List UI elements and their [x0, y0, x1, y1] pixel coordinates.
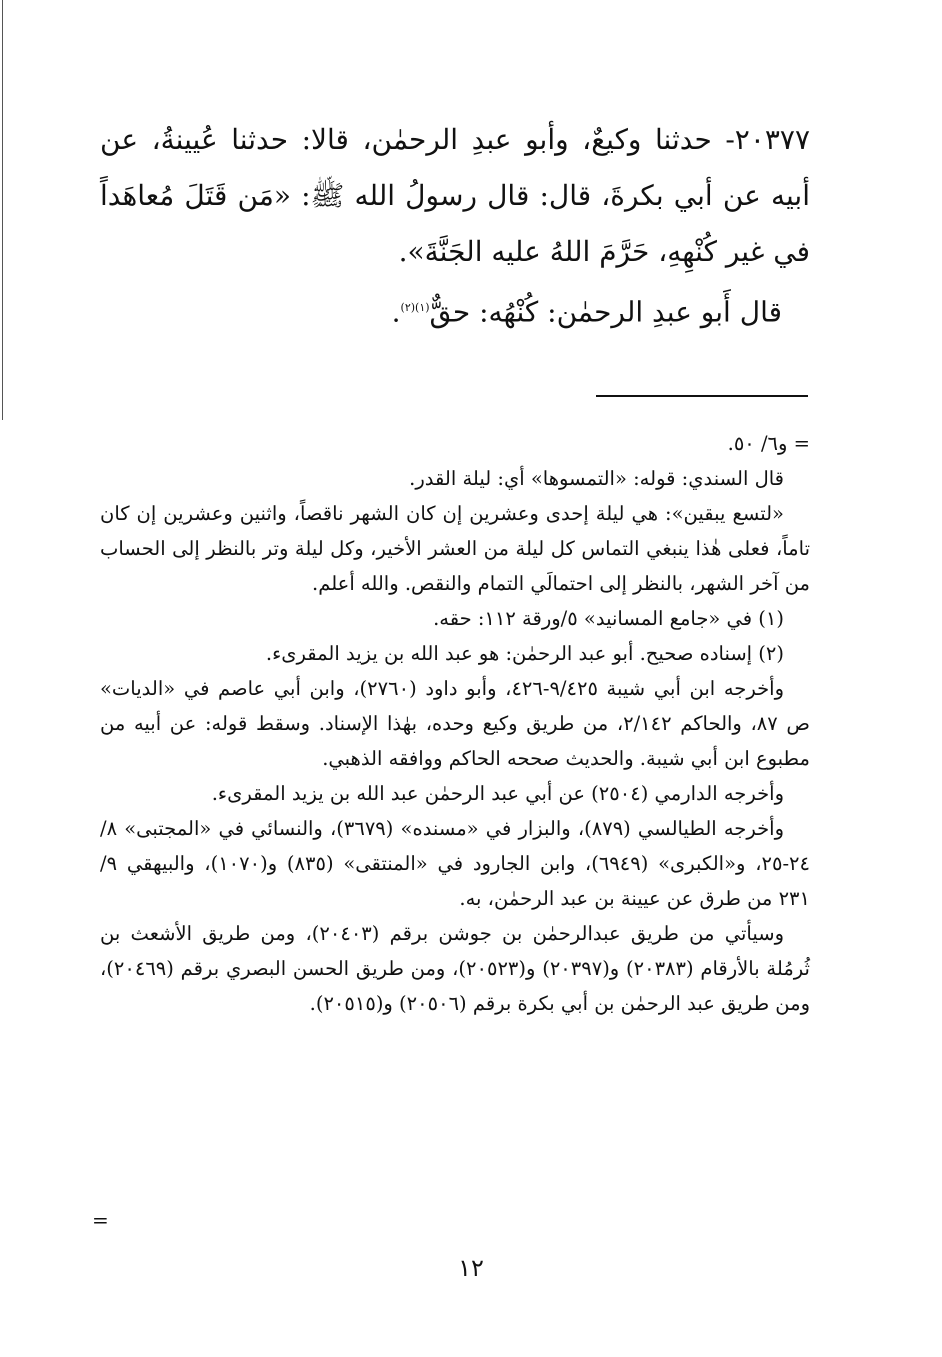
page-number: ١٢ — [458, 1254, 484, 1282]
footnote-2-sources-c: وأخرجه الطيالسي (٨٧٩)، والبزار في «مسنده» (٣٦٧٩)، والنسائي في «المجتبى» ٨/ ٢٤-٢٥، و«الكبرى» (٦٩٤٩)، وابن الجارود في «المنتقى» (٨٣٥) و(١٠٧٠)، والبيهقي ٩/ ٢٣١ من طرق عن عيينة بن عبد الرحمٰن، به. — [100, 817, 810, 910]
footnote-separator — [596, 395, 808, 397]
commentary-end: . — [391, 295, 401, 329]
hadith-commentary — [100, 280, 810, 340]
footnote-refs: (١)(٢) — [400, 301, 430, 314]
footnote-2-sources-b: وأخرجه الدارمي (٢٥٠٤) عن أبي عبد الرحمٰن عبد الله بن يزيد المقرىء. — [211, 782, 784, 805]
footnote-2: (٢) إسناده صحيح. أبو عبد الرحمٰن: هو عبد الله بن يزيد المقرىء. — [265, 642, 784, 665]
hadith-body: ٢٠٣٧٧- حدثنا وكيعٌ، وأبو عبدِ الرحمٰن، قالا: حدثنا عُيينةُ، عن أبيه عن أبي بكرةَ، قال: قال رسولُ الله ﷺ: «مَن قَتَلَ مُعاهَداً في غير كُنْهِهِ، حَرَّمَ اللهُ عليه الجَنَّةَ». — [100, 123, 810, 268]
footnote-sindi-2: «لتسع يبقين»: هي ليلة إحدى وعشرين إن كان الشهر ناقصاً، واثنين وعشرين إن كان تاماً، فعلى هٰذا ينبغي التماس كل ليلة من العشر الأخير، وكل ليلة وتر بالنظر إلى الحساب من آخر الشهر، بالنظر إلى احتمالَي التمام والنقص. والله أعلم. — [100, 502, 810, 595]
continuation-mark: = — [92, 1208, 109, 1232]
commentary-text: قال أَبو عبدِ الرحمٰن: كُنْهُه: حقٌّ — [429, 295, 782, 329]
hadith-main-text — [100, 112, 810, 340]
scan-edge-line — [2, 0, 3, 420]
footnote-carryover: = و٦/ ٥٠. — [727, 432, 810, 455]
footnote-1: (١) في «جامع المسانيد» ٥/ورقة ١١٢: حقه. — [433, 607, 784, 630]
footnotes-section — [100, 426, 810, 1021]
footnote-2-sources-a: وأخرجه ابن أبي شيبة ٩/٤٢٥-٤٢٦، وأبو داود (٢٧٦٠)، وابن أبي عاصم في «الديات» ص ٨٧، والحاكم ٢/١٤٢، من طريق وكيع وحده، بهٰذا الإسناد. وسقط قوله: عن أبيه من مطبوع ابن أبي شيبة. والحديث صححه الحاكم ووافقه الذهبي. — [100, 677, 810, 770]
footnote-2-sources-d: وسيأتي من طريق عبدالرحمٰن بن جوشن برقم (٢٠٤٠٣)، ومن طريق الأشعث بن ثُرمُلة بالأرقام (٢٠٣٨٣) و(٢٠٣٩٧) و(٢٠٥٢٣)، ومن طريق الحسن البصري برقم (٢٠٤٦٩)، ومن طريق عبد الرحمٰن بن أبي بكرة برقم (٢٠٥٠٦) و(٢٠٥١٥). — [100, 922, 810, 1015]
footnote-sindi-1: قال السندي: قوله: «التمسوها» أي: ليلة القدر. — [409, 467, 784, 490]
